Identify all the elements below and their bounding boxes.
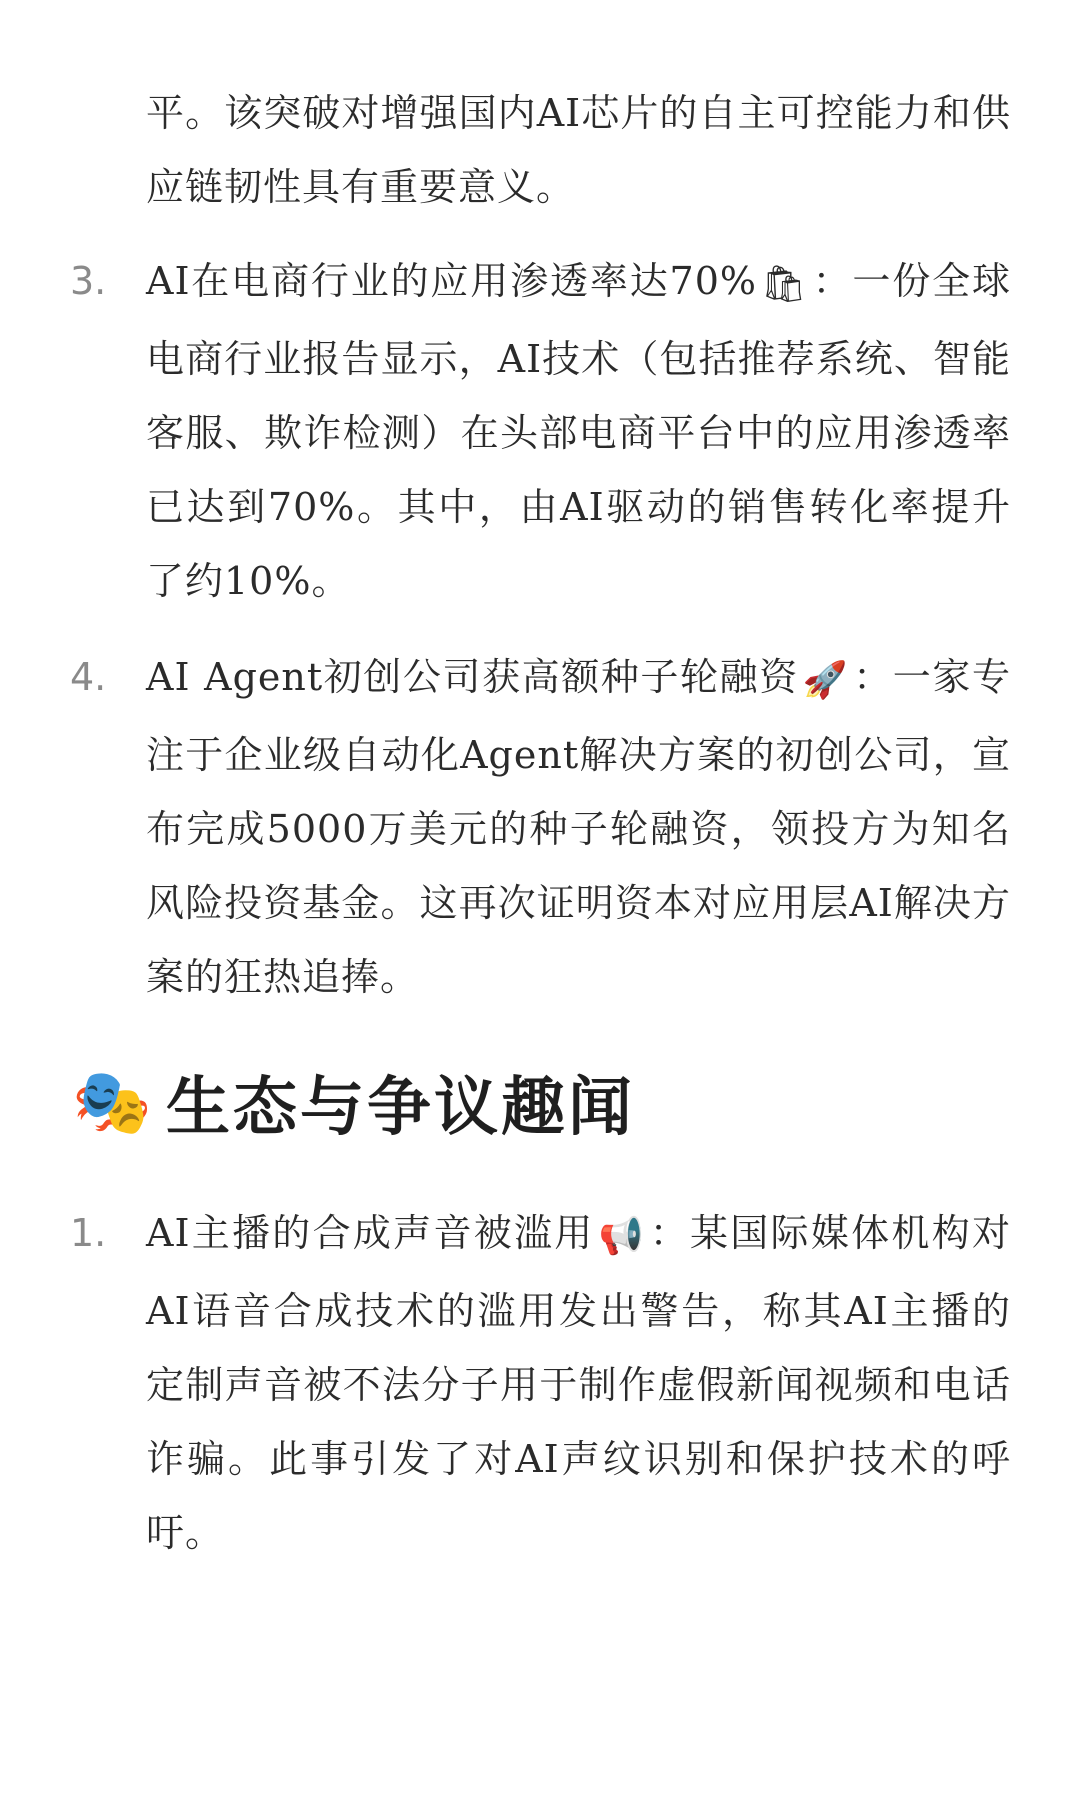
continuation-text: 平。该突破对增强国内AI芯片的自主可控能力和供应链韧性具有重要意义。 — [146, 91, 1011, 209]
list-item-title: AI在电商行业的应用渗透率达70% — [146, 259, 758, 303]
list-item-title: AI主播的合成声音被滥用 — [146, 1211, 595, 1255]
list-item-title: AI Agent初创公司获高额种子轮融资 — [146, 655, 799, 699]
section-title: 生态与争议趣闻 — [166, 1070, 635, 1145]
list-item-body — [146, 1196, 1011, 1570]
list-item-body — [146, 244, 1011, 618]
megaphone-icon: 📢 — [598, 1215, 645, 1257]
list-item-body — [146, 640, 1011, 1014]
rocket-icon: 🚀 — [802, 659, 849, 701]
list-number: 4. — [70, 655, 107, 699]
list-number: 3. — [70, 259, 107, 303]
list-item-text: ：某国际媒体机构对AI语音合成技术的滥用发出警告，称其AI主播的定制声音被不法分子用于制作虚假新闻视频和电话诈骗。此事引发了对AI声纹识别和保护技术的呼吁。 — [146, 1211, 1011, 1555]
shopping-bags-icon: 🛍 — [761, 263, 808, 305]
theater-masks-icon: 🎭 — [72, 1065, 152, 1140]
section-heading — [70, 1052, 635, 1152]
list-item-text: ：一家专注于企业级自动化Agent解决方案的初创公司，宣布完成5000万美元的种子轮融资，领投方为知名风险投资基金。这再次证明资本对应用层AI解决方案的狂热追捧。 — [146, 655, 1011, 999]
list-item-text: ：一份全球电商行业报告显示，AI技术（包括推荐系统、智能客服、欺诈检测）在头部电商平台中的应用渗透率已达到70%。其中，由AI驱动的销售转化率提升了约10%。 — [146, 259, 1011, 603]
continuation-paragraph — [146, 76, 1011, 224]
list-number: 1. — [70, 1211, 107, 1255]
